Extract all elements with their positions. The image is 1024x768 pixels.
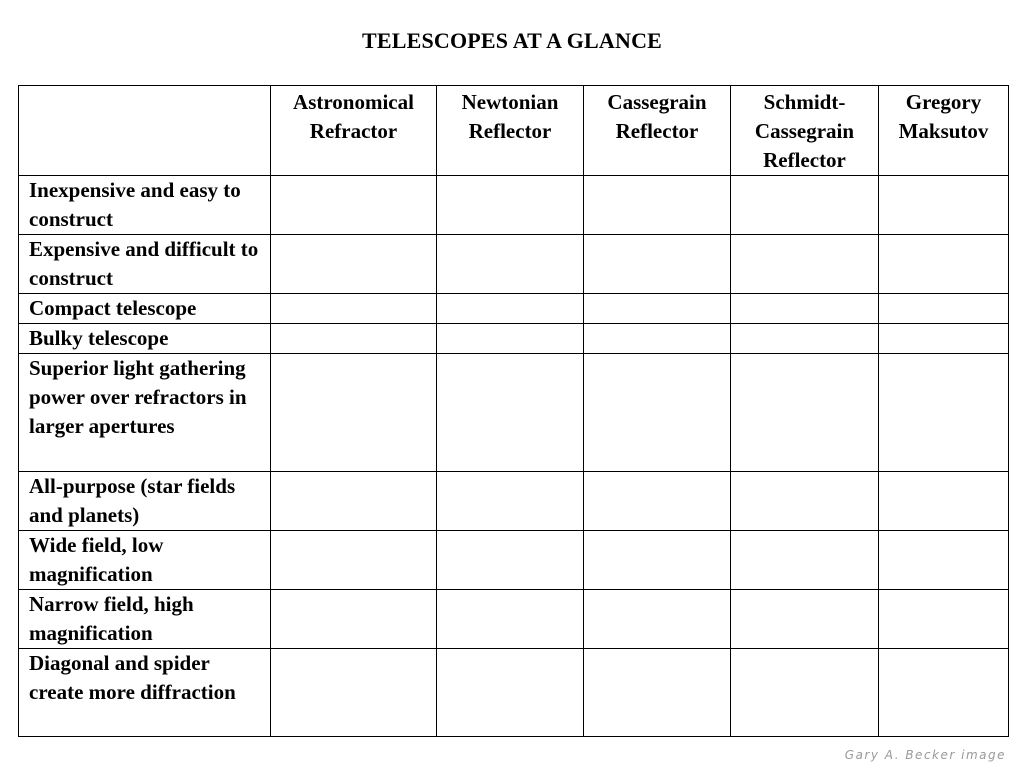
- header-row: [19, 86, 1009, 176]
- answer-cell[interactable]: [879, 590, 1009, 649]
- table-row: [19, 324, 1009, 354]
- answer-cell[interactable]: [731, 531, 879, 590]
- answer-cell[interactable]: [584, 235, 731, 294]
- answer-cell[interactable]: [437, 294, 584, 324]
- table-row: [19, 354, 1009, 472]
- answer-cell[interactable]: [731, 354, 879, 472]
- answer-cell[interactable]: [731, 235, 879, 294]
- column-header-newtonian-reflector: Newtonian Reflector: [437, 86, 584, 176]
- answer-cell[interactable]: [437, 649, 584, 737]
- row-label: Bulky telescope: [19, 324, 271, 354]
- row-label: Narrow field, high magnification: [19, 590, 271, 649]
- table-row: [19, 649, 1009, 737]
- answer-cell[interactable]: [271, 354, 437, 472]
- answer-cell[interactable]: [879, 649, 1009, 737]
- answer-cell[interactable]: [271, 649, 437, 737]
- answer-cell[interactable]: [437, 176, 584, 235]
- column-header-schmidt-cassegrain-reflector: Schmidt- Cassegrain Reflector: [731, 86, 879, 176]
- table-row: [19, 531, 1009, 590]
- row-label: Inexpensive and easy to construct: [19, 176, 271, 235]
- answer-cell[interactable]: [437, 324, 584, 354]
- answer-cell[interactable]: [879, 235, 1009, 294]
- answer-cell[interactable]: [731, 472, 879, 531]
- answer-cell[interactable]: [437, 235, 584, 294]
- table-row: [19, 472, 1009, 531]
- comparison-table: [18, 85, 1009, 737]
- answer-cell[interactable]: [731, 294, 879, 324]
- answer-cell[interactable]: [879, 176, 1009, 235]
- answer-cell[interactable]: [879, 354, 1009, 472]
- answer-cell[interactable]: [584, 649, 731, 737]
- answer-cell[interactable]: [879, 472, 1009, 531]
- table-row: [19, 590, 1009, 649]
- table-row: [19, 294, 1009, 324]
- row-label: Superior light gathering power over refractors in larger apertures: [19, 354, 271, 472]
- answer-cell[interactable]: [879, 531, 1009, 590]
- answer-cell[interactable]: [437, 531, 584, 590]
- column-header-gregory-maksutov: Gregory Maksutov: [879, 86, 1009, 176]
- row-label: Expensive and difficult to construct: [19, 235, 271, 294]
- table-row: [19, 235, 1009, 294]
- column-header-astronomical-refractor: Astronomical Refractor: [271, 86, 437, 176]
- answer-cell[interactable]: [271, 472, 437, 531]
- row-label: All-purpose (star fields and planets): [19, 472, 271, 531]
- answer-cell[interactable]: [584, 294, 731, 324]
- answer-cell[interactable]: [271, 531, 437, 590]
- image-credit: Gary A. Becker image: [844, 748, 1006, 762]
- answer-cell[interactable]: [437, 354, 584, 472]
- answer-cell[interactable]: [271, 294, 437, 324]
- answer-cell[interactable]: [584, 531, 731, 590]
- answer-cell[interactable]: [584, 354, 731, 472]
- answer-cell[interactable]: [271, 176, 437, 235]
- answer-cell[interactable]: [731, 176, 879, 235]
- answer-cell[interactable]: [271, 590, 437, 649]
- page-title: TELESCOPES AT A GLANCE: [361, 28, 663, 53]
- answer-cell[interactable]: [437, 590, 584, 649]
- row-label: Wide field, low magnification: [19, 531, 271, 590]
- answer-cell[interactable]: [731, 324, 879, 354]
- answer-cell[interactable]: [584, 472, 731, 531]
- row-label: Diagonal and spider create more diffraction: [19, 649, 271, 737]
- corner-cell: [19, 86, 271, 176]
- column-header-cassegrain-reflector: Cassegrain Reflector: [584, 86, 731, 176]
- table-row: [19, 176, 1009, 235]
- answer-cell[interactable]: [437, 472, 584, 531]
- answer-cell[interactable]: [731, 590, 879, 649]
- answer-cell[interactable]: [731, 649, 879, 737]
- answer-cell[interactable]: [271, 235, 437, 294]
- answer-cell[interactable]: [879, 324, 1009, 354]
- row-label: Compact telescope: [19, 294, 271, 324]
- answer-cell[interactable]: [879, 294, 1009, 324]
- answer-cell[interactable]: [271, 324, 437, 354]
- answer-cell[interactable]: [584, 176, 731, 235]
- answer-cell[interactable]: [584, 590, 731, 649]
- answer-cell[interactable]: [584, 324, 731, 354]
